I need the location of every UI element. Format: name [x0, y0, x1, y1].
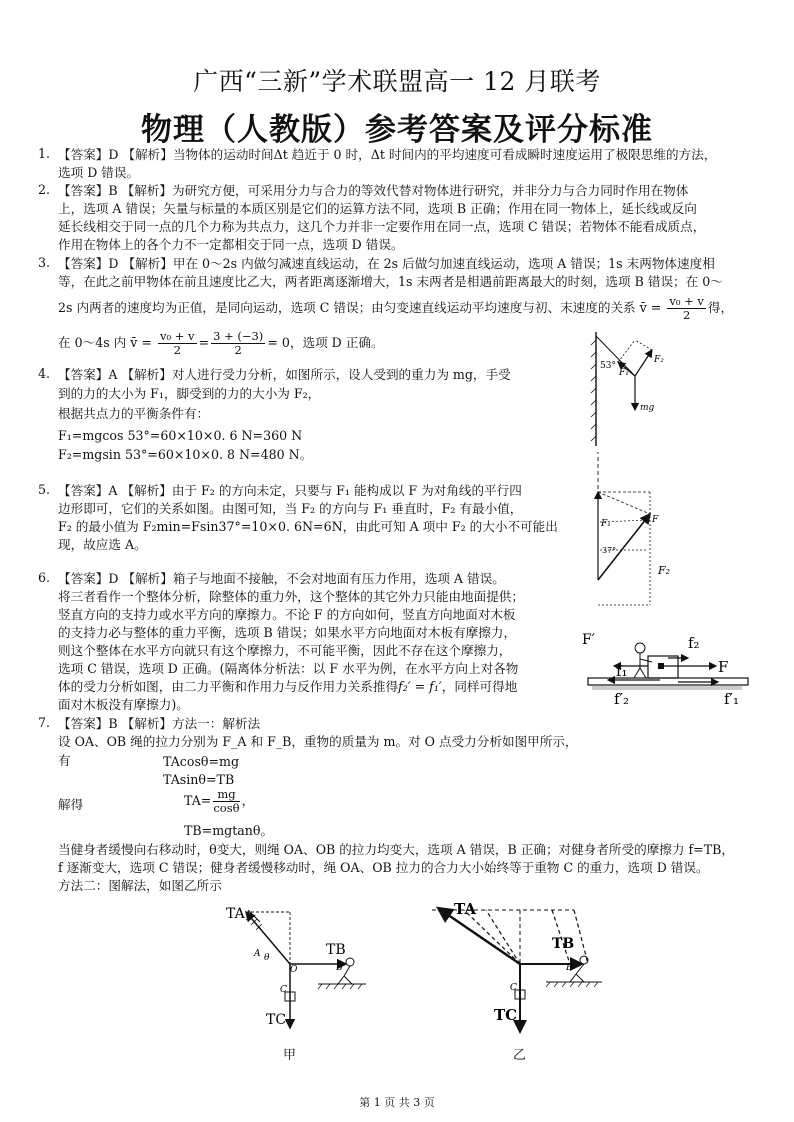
angle-label: 53°: [600, 361, 616, 371]
force-label-ta: TA: [226, 906, 245, 922]
avg-velocity-symbol: v̄ =: [639, 300, 662, 315]
fraction-numerator: 3 + (−3): [213, 329, 264, 343]
q6-line: 则这个整体在水平方向就只有这个摩擦力，不可能平衡，因此不存在这个摩擦力，: [58, 643, 512, 658]
fraction-denominator: 2: [173, 343, 181, 357]
q3-line: [58, 295, 733, 322]
force-label-f2: F₂: [654, 355, 664, 365]
friction-equation: f₂′ = f₁′: [398, 679, 442, 694]
q1-line: 【答案】D 【解析】当物体的运动时间Δt 趋近于 0 时，Δt 时间内的平均速度可看成瞬时速度运用了极限思维的方法，: [58, 147, 717, 162]
q7-text: TA=: [184, 793, 212, 808]
force-label-tc: TC: [494, 1006, 518, 1024]
q7-text: ，: [241, 793, 255, 808]
q7-figure-a: [218, 900, 368, 1035]
q4-line: 【答案】A 【解析】对人进行受力分析，如图所示，设人受到的重力为 mg，手受: [58, 367, 511, 382]
q4-equation: F₂=mgsin 53°=60×10×0. 8 N=480 N。: [58, 447, 313, 462]
q6-number: 6.: [38, 570, 51, 585]
force-label-tc: TC: [266, 1012, 287, 1028]
force-label-f1-prime: f′₁: [724, 690, 739, 708]
avg-velocity-symbol: v̄ =: [130, 335, 152, 350]
angle-label: 37°: [602, 546, 617, 555]
point-label-o: O: [290, 965, 298, 975]
q7-line: 【答案】B 【解析】方法一：解析法: [58, 716, 261, 731]
q3-number: 3.: [38, 255, 51, 270]
force-label-f-prime: F′: [582, 632, 595, 648]
q4-number: 4.: [38, 366, 51, 381]
fraction-denominator: 2: [234, 343, 242, 357]
force-label-f1: F₁: [619, 368, 629, 378]
q4-equation: F₁=mgcos 53°=60×10×0. 6 N=360 N: [58, 428, 303, 443]
q7-line: f 逐渐变大，选项 C 错误；健身者缓慢移动时，绳 OA、OB 拉力的合力大小始终等于重物 C 的重力，选项 D 错误。: [58, 860, 709, 875]
force-label-tb: TB: [552, 936, 575, 952]
page-footer: 第 1 页 共 3 页: [359, 1096, 435, 1109]
fraction: [211, 330, 265, 357]
q7-line: 方法二：图解法，如图乙所示: [58, 878, 222, 893]
q1-line: 选项 D 错误。: [58, 165, 140, 180]
q6-line: 面对木板没有摩擦力)。: [58, 697, 189, 712]
force-label-f2: F₂: [658, 564, 671, 577]
force-label-mg: mg: [640, 403, 655, 413]
q6-line: [58, 678, 517, 695]
q6-text: ，同样可得地: [441, 679, 518, 694]
q7-equation: TAcosθ=mg: [163, 754, 240, 769]
fraction-numerator: v₀ + v: [669, 294, 704, 308]
q2-number: 2.: [38, 182, 51, 197]
q5-line: 现，故应选 A。: [58, 537, 147, 552]
q7-line: 当健身者缓慢向右移动时，θ变大，则绳 OA、OB 的拉力均变大，选项 A 错误，B 正确；对健身者所受的摩擦力 f=TB，: [58, 842, 734, 857]
q7-figure-b: [424, 896, 604, 1036]
force-label-f1: F₁: [601, 519, 611, 529]
fraction-numerator: v₀ + v: [159, 329, 195, 343]
q6-line: 竖直方向的支持力或水平方向的摩擦力。不论 F 的方向如何，竖直方向地面对木板: [58, 607, 516, 622]
q6-text: 体的受力分析如图，由二力平衡和作用力与反作用力关系推得: [58, 679, 399, 694]
q7-equation: [184, 788, 254, 815]
fraction-denominator: 2: [682, 308, 691, 322]
q6-line: 的支持力必与整体的重力平衡，选项 B 错误；如果水平方向地面对木板有摩擦力，: [58, 625, 517, 640]
q7-equation: TB=mgtanθ。: [184, 823, 274, 838]
q3-text: 得，: [707, 300, 734, 315]
q3-text: 2s 内两者的速度均为正值，是同向运动，选项 C 错误；由匀变速直线运动平均速度与初、末速度的关系: [58, 300, 636, 315]
q2-line: 上，选项 A 错误；矢量与标量的本质区别是它们的运算方法不同，选项 B 正确；作用在同一物体上，延长线或反向: [58, 201, 697, 216]
q7-equation: TAsinθ=TB: [163, 772, 235, 787]
point-label-c: C: [510, 983, 517, 993]
fraction-numerator: mg: [213, 788, 239, 802]
q6-line: 选项 C 错误，选项 D 正确。(隔离体分析法：以 F 水平为例，在水平方向上对各物: [58, 661, 519, 676]
q5-force-diagram: [588, 450, 688, 610]
q5-line: 【答案】A 【解析】由于 F₂ 的方向未定，只要与 F₁ 能构成以 F 为对角线的平行四: [58, 483, 522, 498]
q2-line: 延长线相交于同一点的几个力称为共点力，这几个力并非一定要作用在同一点，选项 C 错误；若物体不能看成质点，: [58, 219, 706, 234]
q7-line: 设 OA、OB 绳的拉力分别为 F_A 和 F_B，重物的质量为 m。对 O 点受力分析如图甲所示，: [58, 734, 578, 749]
fraction: [158, 330, 197, 357]
q4-line: 根据共点力的平衡条件有：: [58, 406, 210, 421]
force-label-f2-prime: f′₂: [614, 690, 629, 708]
force-label-f: F: [652, 515, 659, 525]
page-subtitle: 物理（人教版）参考答案及评分标准: [141, 112, 653, 148]
q6-line: 【答案】D 【解析】箱子与地面不接触，不会对地面有压力作用，选项 A 错误。: [58, 571, 505, 586]
q3-line: 【答案】D 【解析】甲在 0～2s 内做匀减速直线运动，在 2s 后做匀加速直线运动，选项 A 错误；1s 末两物体速度相: [58, 256, 715, 271]
q3-text: 在 0～4s 内: [58, 335, 127, 350]
avg-velocity-fraction: [667, 295, 706, 322]
q5-line: F₂ 的最小值为 F₂min=Fsin37°=10×0. 6N=6N，由此可知 A 项中 F₂ 的大小不可能出: [58, 519, 558, 534]
q7-label-jiede: 解得: [58, 797, 84, 812]
q3-text: = 0，选项 D 正确。: [267, 335, 384, 350]
force-label-f: F: [718, 658, 729, 676]
q5-line: 边形即可，它们的关系如图。由图可知，当 F₂ 的方向与 F₁ 垂直时，F₂ 有最小值，: [58, 501, 523, 516]
figure-caption-b: 乙: [513, 1048, 527, 1063]
fraction: [213, 788, 239, 815]
q7-number: 7.: [38, 715, 51, 730]
q7-label-you: 有: [58, 753, 71, 768]
force-label-tb: TB: [326, 942, 346, 958]
point-label-c: C: [280, 985, 287, 995]
point-label-b: B: [566, 963, 573, 973]
q1-number: 1.: [38, 146, 51, 161]
angle-label: θ: [264, 953, 270, 963]
q4-force-diagram: [588, 330, 678, 450]
q5-number: 5.: [38, 482, 51, 497]
fraction-denominator: cosθ: [213, 801, 240, 815]
point-label-b: B: [336, 963, 343, 973]
page-title: 广西“三新”学术联盟高一 12 月联考: [193, 67, 601, 96]
q2-line: 作用在物体上的各个力不一定都相交于同一点，选项 D 错误。: [58, 237, 404, 252]
point-label-a: A: [254, 949, 261, 959]
q3-line: 在 0～4s 内 v̄ = $\frac{\text{v₀ + v}}{2}$ = $\frac{3 + (-3)}{2}$ = 0，选项 D 正确。: [58, 329, 384, 357]
q4-line: 到的力的大小为 F₁，脚受到的力的大小为 F₂，: [58, 386, 321, 401]
force-label-f1: f₁: [616, 662, 628, 680]
q3-line: 等，在此之前甲物体在前且速度比乙大，两者距离逐渐增大，1s 末两者是相遇前距离最大的时刻，选项 B 错误；在 0～: [58, 274, 723, 289]
q6-friction-diagram: [578, 626, 773, 708]
force-label-ta: TA: [454, 900, 476, 918]
figure-caption-a: 甲: [283, 1048, 297, 1063]
q2-line: 【答案】B 【解析】为研究方便，可采用分力与合力的等效代替对物体进行研究，并非分力与合力同时作用在物体: [58, 183, 689, 198]
q6-line: 将三者看作一个整体分析，除整体的重力外，这个整体的其它外力只能由地面提供；: [58, 589, 524, 604]
force-label-f2: f₂: [688, 634, 700, 652]
